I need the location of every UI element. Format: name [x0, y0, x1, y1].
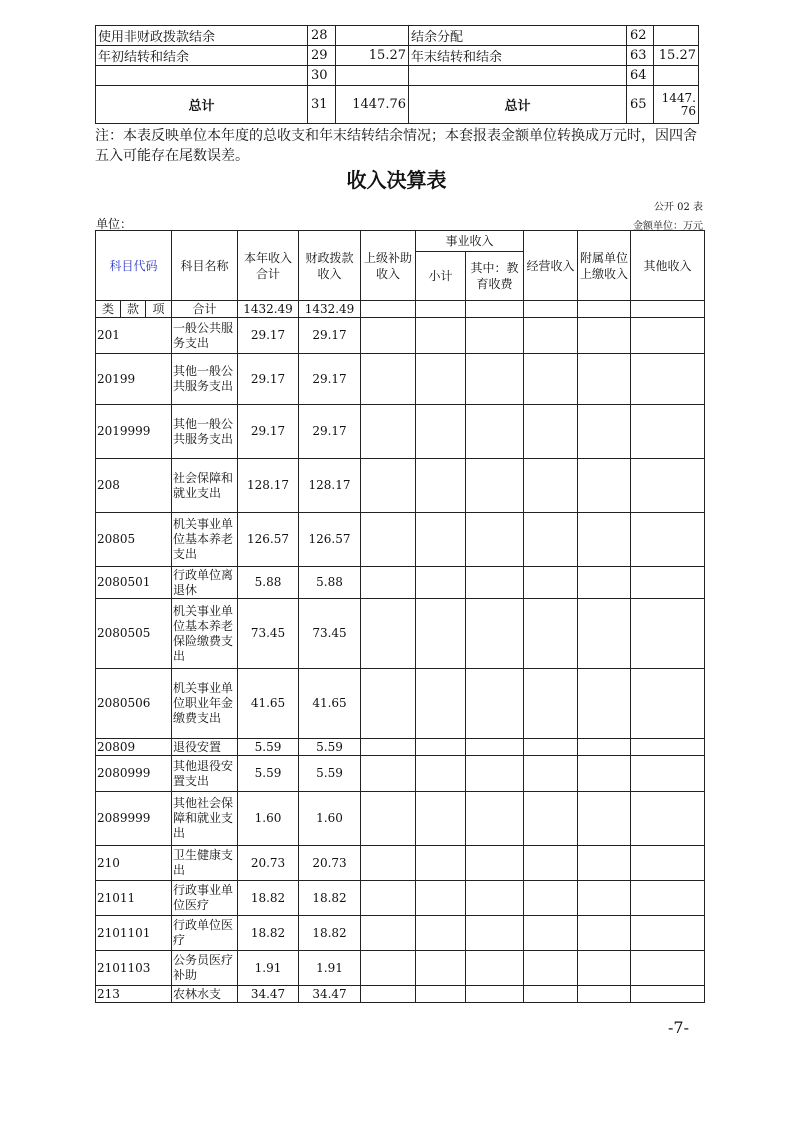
empty-cell — [631, 459, 705, 513]
empty-cell — [466, 951, 524, 986]
empty-cell — [524, 354, 578, 405]
total-row — [96, 86, 699, 124]
total-income-value: 41.65 — [238, 669, 299, 739]
left-total-value: 1447.76 — [336, 86, 409, 124]
fiscal-value: 41.65 — [299, 669, 361, 739]
page-title: 收入决算表 — [346, 168, 447, 192]
table-row — [96, 459, 705, 513]
empty-cell — [466, 599, 524, 669]
subject-code: 2080505 — [96, 599, 172, 669]
empty-cell — [631, 739, 705, 756]
subject-name: 卫生健康支出 — [172, 846, 238, 881]
total-income-value: 20.73 — [238, 846, 299, 881]
fiscal-value: 18.82 — [299, 881, 361, 916]
fiscal-value: 34.47 — [299, 986, 361, 1003]
empty-cell — [578, 739, 631, 756]
fiscal-value: 5.59 — [299, 756, 361, 792]
fiscal-sum: 1432.49 — [299, 301, 361, 318]
header-operating: 经营收入 — [524, 231, 578, 301]
empty-cell — [466, 405, 524, 459]
subject-code: 20805 — [96, 513, 172, 567]
table-row — [96, 599, 705, 669]
fiscal-value: 29.17 — [299, 354, 361, 405]
table-row — [96, 567, 705, 599]
header-affiliated: 附属单位上缴收入 — [578, 231, 631, 301]
subject-name: 一般公共服务支出 — [172, 318, 238, 354]
fiscal-value: 5.88 — [299, 567, 361, 599]
fiscal-value: 29.17 — [299, 318, 361, 354]
total-income-value: 29.17 — [238, 318, 299, 354]
empty-cell — [631, 405, 705, 459]
subject-code: 2080501 — [96, 567, 172, 599]
income-statement-table — [95, 230, 705, 1003]
table-row — [96, 66, 699, 86]
fiscal-value: 126.57 — [299, 513, 361, 567]
total-income-value: 29.17 — [238, 405, 299, 459]
empty-cell — [524, 567, 578, 599]
right-line-no: 62 — [627, 26, 654, 46]
table-row — [96, 405, 705, 459]
table-row — [96, 739, 705, 756]
empty-cell — [361, 301, 416, 318]
table-row — [96, 951, 705, 986]
empty-cell — [361, 599, 416, 669]
table-row — [96, 986, 705, 1003]
empty-cell — [578, 756, 631, 792]
total-income-value: 5.59 — [238, 756, 299, 792]
empty-cell — [631, 881, 705, 916]
empty-cell — [416, 318, 466, 354]
subject-name: 退役安置 — [172, 739, 238, 756]
empty-cell — [361, 986, 416, 1003]
empty-cell — [466, 881, 524, 916]
subject-code: 20199 — [96, 354, 172, 405]
total-income-value: 5.59 — [238, 739, 299, 756]
subject-code: 20809 — [96, 739, 172, 756]
empty-cell — [578, 599, 631, 669]
empty-cell — [416, 739, 466, 756]
header-row — [96, 231, 705, 252]
empty-cell — [416, 567, 466, 599]
subject-code: 21011 — [96, 881, 172, 916]
empty-cell — [631, 756, 705, 792]
empty-cell — [578, 916, 631, 951]
empty-cell — [361, 405, 416, 459]
empty-cell — [578, 846, 631, 881]
empty-cell — [416, 405, 466, 459]
left-line-no: 28 — [308, 26, 336, 46]
empty-cell — [631, 318, 705, 354]
right-label — [409, 66, 627, 86]
right-line-no: 63 — [627, 46, 654, 66]
total-income-value: 29.17 — [238, 354, 299, 405]
total-income-value: 126.57 — [238, 513, 299, 567]
empty-cell — [524, 756, 578, 792]
empty-cell — [466, 669, 524, 739]
fiscal-value: 1.60 — [299, 792, 361, 846]
subheader-item: 项 — [146, 301, 172, 318]
empty-cell — [524, 739, 578, 756]
right-label: 结余分配 — [409, 26, 627, 46]
subject-code: 210 — [96, 846, 172, 881]
empty-cell — [361, 846, 416, 881]
empty-cell — [416, 986, 466, 1003]
empty-cell — [524, 599, 578, 669]
subject-name: 机关事业单位基本养老支出 — [172, 513, 238, 567]
right-value — [654, 66, 699, 86]
total-income-value: 18.82 — [238, 881, 299, 916]
unit-label: 单位： — [96, 217, 133, 231]
total-income-value: 73.45 — [238, 599, 299, 669]
subject-name: 其他一般公共服务支出 — [172, 405, 238, 459]
table-row — [96, 846, 705, 881]
table-row — [96, 26, 699, 46]
empty-cell — [361, 669, 416, 739]
subject-code: 2101103 — [96, 951, 172, 986]
total-income-value: 1.91 — [238, 951, 299, 986]
empty-cell — [466, 301, 524, 318]
table-note: 注：本表反映单位本年度的总收支和年末结转结余情况；本套报表金额单位转换成万元时，因四舍五入可能存在尾数误差。 — [95, 128, 697, 164]
empty-cell — [631, 792, 705, 846]
subheader-section: 款 — [121, 301, 146, 318]
fiscal-value: 18.82 — [299, 916, 361, 951]
empty-cell — [524, 881, 578, 916]
subject-code: 2080506 — [96, 669, 172, 739]
empty-cell — [524, 846, 578, 881]
empty-cell — [578, 513, 631, 567]
table-row — [96, 669, 705, 739]
left-line-no: 30 — [308, 66, 336, 86]
header-business: 事业收入 — [416, 231, 524, 252]
empty-cell — [631, 986, 705, 1003]
table-row — [96, 318, 705, 354]
table-row — [96, 881, 705, 916]
empty-cell — [524, 301, 578, 318]
left-value — [336, 26, 409, 46]
subject-code: 201 — [96, 318, 172, 354]
empty-cell — [416, 916, 466, 951]
empty-cell — [578, 669, 631, 739]
fiscal-value: 73.45 — [299, 599, 361, 669]
total-income-value: 18.82 — [238, 916, 299, 951]
empty-cell — [466, 459, 524, 513]
subject-name: 其他社会保障和就业支出 — [172, 792, 238, 846]
header-education: 其中：教育收费 — [466, 252, 524, 301]
empty-cell — [416, 792, 466, 846]
table-row — [96, 916, 705, 951]
left-value: 15.27 — [336, 46, 409, 66]
empty-cell — [361, 916, 416, 951]
empty-cell — [466, 739, 524, 756]
left-label: 使用非财政拨款结余 — [96, 26, 308, 46]
empty-cell — [466, 792, 524, 846]
subheader-row — [96, 301, 705, 318]
empty-cell — [524, 669, 578, 739]
empty-cell — [466, 318, 524, 354]
empty-cell — [631, 916, 705, 951]
amount-unit: 金额单位：万元 — [633, 221, 703, 232]
empty-cell — [416, 459, 466, 513]
fiscal-value: 128.17 — [299, 459, 361, 513]
empty-cell — [524, 318, 578, 354]
right-total-line-no: 65 — [627, 86, 654, 124]
subject-code: 208 — [96, 459, 172, 513]
empty-cell — [524, 951, 578, 986]
subject-name: 机关事业单位基本养老保险缴费支出 — [172, 599, 238, 669]
subject-code: 2101101 — [96, 916, 172, 951]
table-row — [96, 46, 699, 66]
header-subtotal: 小计 — [416, 252, 466, 301]
empty-cell — [361, 881, 416, 916]
empty-cell — [631, 301, 705, 318]
subject-code: 2019999 — [96, 405, 172, 459]
empty-cell — [578, 301, 631, 318]
form-code: 公开 02 表 — [653, 202, 703, 213]
empty-cell — [466, 513, 524, 567]
subheader-class: 类 — [96, 301, 121, 318]
subject-name: 机关事业单位职业年金缴费支出 — [172, 669, 238, 739]
subject-name: 行政单位医疗 — [172, 916, 238, 951]
empty-cell — [578, 567, 631, 599]
empty-cell — [361, 792, 416, 846]
right-total-value: 1447.76 — [654, 86, 699, 124]
header-total-income: 本年收入合计 — [238, 231, 299, 301]
header-fiscal: 财政拨款收入 — [299, 231, 361, 301]
right-value — [654, 26, 699, 46]
empty-cell — [524, 405, 578, 459]
subject-name: 社会保障和就业支出 — [172, 459, 238, 513]
empty-cell — [416, 846, 466, 881]
empty-cell — [416, 513, 466, 567]
empty-cell — [578, 405, 631, 459]
empty-cell — [578, 881, 631, 916]
subject-name: 行政事业单位医疗 — [172, 881, 238, 916]
subject-name: 其他退役安置支出 — [172, 756, 238, 792]
empty-cell — [631, 354, 705, 405]
balance-summary-table — [95, 25, 699, 124]
header-superior: 上级补助收入 — [361, 231, 416, 301]
empty-cell — [578, 459, 631, 513]
subject-code: 2080999 — [96, 756, 172, 792]
left-label — [96, 66, 308, 86]
empty-cell — [416, 756, 466, 792]
subject-name: 行政单位离退休 — [172, 567, 238, 599]
total-income-value: 5.88 — [238, 567, 299, 599]
right-value: 15.27 — [654, 46, 699, 66]
empty-cell — [578, 318, 631, 354]
right-line-no: 64 — [627, 66, 654, 86]
table-header — [96, 231, 705, 318]
empty-cell — [631, 669, 705, 739]
total-income-value: 34.47 — [238, 986, 299, 1003]
empty-cell — [578, 986, 631, 1003]
left-total-line-no: 31 — [308, 86, 336, 124]
empty-cell — [524, 792, 578, 846]
empty-cell — [578, 951, 631, 986]
income-table-body — [96, 318, 705, 1003]
empty-cell — [416, 881, 466, 916]
empty-cell — [631, 599, 705, 669]
fiscal-value: 29.17 — [299, 405, 361, 459]
table-row — [96, 354, 705, 405]
total-income-sum: 1432.49 — [238, 301, 299, 318]
page-number: -7- — [668, 1018, 689, 1037]
header-name: 科目名称 — [172, 231, 238, 301]
empty-cell — [361, 567, 416, 599]
empty-cell — [416, 354, 466, 405]
empty-cell — [524, 459, 578, 513]
empty-cell — [466, 846, 524, 881]
empty-cell — [361, 318, 416, 354]
subject-name: 农林水支 — [172, 986, 238, 1003]
left-label: 年初结转和结余 — [96, 46, 308, 66]
empty-cell — [466, 567, 524, 599]
empty-cell — [631, 951, 705, 986]
subject-name: 其他一般公共服务支出 — [172, 354, 238, 405]
right-label: 年末结转和结余 — [409, 46, 627, 66]
left-total-label: 总计 — [96, 86, 308, 124]
header-code: 科目代码 — [96, 231, 172, 301]
empty-cell — [524, 513, 578, 567]
empty-cell — [466, 986, 524, 1003]
right-total-label: 总计 — [409, 86, 627, 124]
table-row — [96, 756, 705, 792]
empty-cell — [361, 513, 416, 567]
empty-cell — [361, 951, 416, 986]
empty-cell — [578, 354, 631, 405]
subject-name: 公务员医疗补助 — [172, 951, 238, 986]
empty-cell — [416, 301, 466, 318]
empty-cell — [631, 567, 705, 599]
header-other: 其他收入 — [631, 231, 705, 301]
fiscal-value: 1.91 — [299, 951, 361, 986]
empty-cell — [631, 513, 705, 567]
empty-cell — [361, 756, 416, 792]
subject-code: 2089999 — [96, 792, 172, 846]
subheader-total: 合计 — [172, 301, 238, 318]
total-income-value: 1.60 — [238, 792, 299, 846]
balance-summary-body — [96, 26, 699, 124]
table-row — [96, 792, 705, 846]
empty-cell — [524, 986, 578, 1003]
empty-cell — [466, 916, 524, 951]
left-line-no: 29 — [308, 46, 336, 66]
empty-cell — [361, 459, 416, 513]
empty-cell — [416, 669, 466, 739]
empty-cell — [466, 354, 524, 405]
empty-cell — [361, 354, 416, 405]
empty-cell — [416, 599, 466, 669]
left-value — [336, 66, 409, 86]
empty-cell — [361, 739, 416, 756]
fiscal-value: 5.59 — [299, 739, 361, 756]
total-income-value: 128.17 — [238, 459, 299, 513]
table-row — [96, 513, 705, 567]
fiscal-value: 20.73 — [299, 846, 361, 881]
empty-cell — [466, 756, 524, 792]
empty-cell — [416, 951, 466, 986]
empty-cell — [578, 792, 631, 846]
empty-cell — [524, 916, 578, 951]
subject-code: 213 — [96, 986, 172, 1003]
empty-cell — [631, 846, 705, 881]
